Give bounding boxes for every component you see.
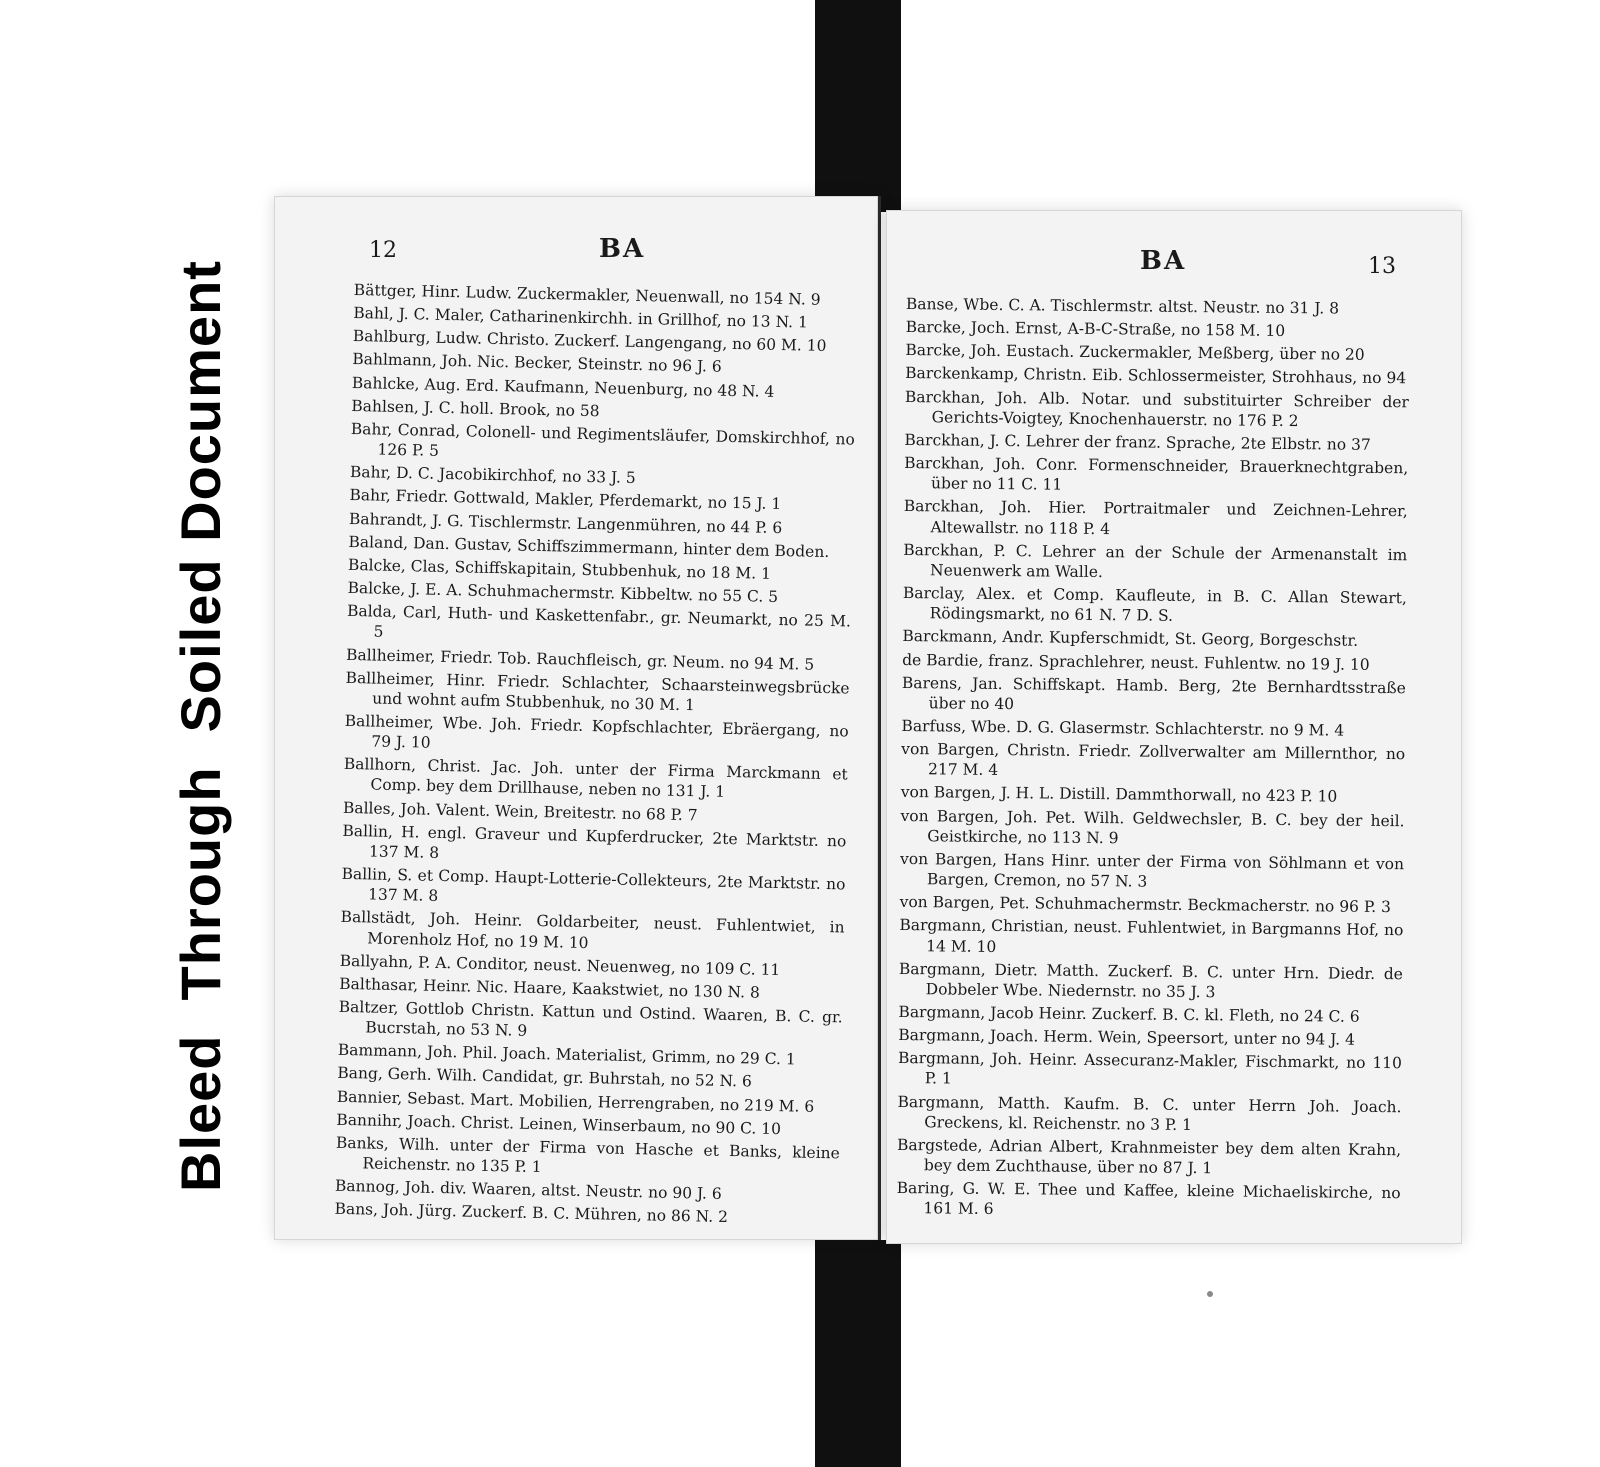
- directory-entry: Balles, Joh. Valent. Wein, Breitestr. no 68 P. 7: [342, 798, 698, 824]
- directory-entry: von Bargen, J. H. L. Distill. Dammthorwall, no 423 P. 10: [900, 783, 1338, 806]
- left-directory-list: [334, 280, 858, 1233]
- directory-entry: Ballstädt, Joh. Heinr. Goldarbeiter, neust. Fuhlentwiet, in Morenholz Hof, no 19 M. 10: [340, 908, 845, 952]
- left-page: [274, 196, 881, 1240]
- directory-entry: Baltzer, Gottlob Christn. Kattun und Ostind. Waaren, B. C. gr. Bucrstah, no 53 N. 9: [338, 997, 843, 1040]
- directory-entry: Barcke, Joh. Eustach. Zuckermakler, Meßberg, über no 20: [905, 341, 1365, 365]
- directory-entry: Ballin, S. et Comp. Haupt-Lotterie-Collekteurs, 2te Marktstr. no 137 M. 8: [341, 864, 846, 906]
- directory-entry: Bättger, Hinr. Ludw. Zuckermakler, Neuenwall, no 154 N. 9: [353, 280, 821, 309]
- directory-entry: Bahr, D. C. Jacobikirchhof, no 33 J. 5: [349, 463, 636, 488]
- directory-entry: Barckmann, Andr. Kupferschmidt, St. Georg, Borgeschstr.: [902, 627, 1359, 651]
- directory-entry: Ballheimer, Friedr. Tob. Rauchfleisch, gr. Neum. no 94 M. 5: [345, 645, 815, 674]
- directory-entry: Bahr, Friedr. Gottwald, Makler, Pferdemarkt, no 15 J. 1: [349, 486, 782, 514]
- binding-strip-top: [815, 0, 901, 212]
- directory-entry: Ballin, H. engl. Graveur und Kupferdrucker, 2te Marktstr. no 137 M. 8: [342, 821, 847, 862]
- condition-label: [168, 192, 233, 1192]
- directory-entry: Barckhan, Joh. Conr. Formenschneider, Brauerknechtgraben, über no 11 C. 11: [904, 454, 1409, 494]
- directory-entry: Barclay, Alex. et Comp. Kaufleute, in B. C. Allan Stewart, Rödingsmarkt, no 61 N. 7 D. S.: [902, 584, 1407, 626]
- directory-entry: Bannier, Sebast. Mart. Mobilien, Herrengraben, no 219 M. 6: [336, 1087, 815, 1116]
- condition-label-word-1: Bleed: [169, 1034, 232, 1192]
- directory-entry: Bargmann, Christian, neust. Fuhlentwiet, in Bargmanns Hof, no 14 M. 10: [899, 916, 1404, 956]
- directory-entry: Bargmann, Joh. Heinr. Assecuranz-Makler, Fischmarkt, no 110 P. 1: [897, 1049, 1403, 1088]
- right-page-heading: BA: [1140, 246, 1187, 276]
- right-directory-list: [896, 294, 1410, 1227]
- directory-entry: Barckhan, Joh. Alb. Notar. und substituirter Schreiber der Gerichts-Voigtey, Knochenhauerstr. no 176 P. 2: [904, 387, 1409, 430]
- directory-entry: von Bargen, Hans Hinr. unter der Firma von Söhlmann et von Bargen, Cremon, no 57 N. 3: [899, 849, 1405, 891]
- directory-entry: von Bargen, Christn. Friedr. Zollverwalter am Millernthor, no 217 M. 4: [901, 740, 1406, 780]
- directory-entry: Bannihr, Joach. Christ. Leinen, Winserbaum, no 90 C. 10: [336, 1110, 782, 1138]
- directory-entry: Barens, Jan. Schiffskapt. Hamb. Berg, 2te Bernhardtsstraße über no 40: [901, 673, 1406, 713]
- directory-entry: Baring, G. W. E. Thee und Kaffee, kleine Michaeliskirche, no 161 M. 6: [896, 1179, 1401, 1219]
- directory-entry: Balcke, Clas, Schiffskapitain, Stubbenhuk, no 18 M. 1: [347, 555, 772, 583]
- directory-entry: Ballyahn, P. A. Conditor, neust. Neuenweg, no 109 C. 11: [339, 951, 781, 979]
- directory-entry: Bahr, Conrad, Colonell- und Regimentsläufer, Domskirchhof, no 126 P. 5: [350, 419, 855, 460]
- condition-label-word-2: Through: [169, 766, 232, 1001]
- directory-entry: Bargmann, Jacob Heinr. Zuckerf. B. C. kl. Fleth, no 24 C. 6: [898, 1002, 1360, 1026]
- directory-entry: Banks, Wilh. unter der Firma von Hasche et Banks, kleine Reichenstr. no 135 P. 1: [335, 1133, 841, 1177]
- directory-entry: Bans, Joh. Jürg. Zuckerf. B. C. Mühren, no 86 N. 2: [334, 1200, 729, 1227]
- directory-entry: Barckenkamp, Christn. Eib. Schlossermeister, Strohhaus, no 94: [905, 364, 1407, 388]
- directory-entry: de Bardie, franz. Sprachlehrer, neust. Fuhlentw. no 19 J. 10: [902, 650, 1370, 674]
- ink-speck: [1207, 1291, 1213, 1297]
- directory-entry: Bahlburg, Ludw. Christo. Zuckerf. Langengang, no 60 M. 10: [352, 327, 827, 356]
- directory-entry: Bammann, Joh. Phil. Joach. Materialist, Grimm, no 29 C. 1: [337, 1041, 796, 1069]
- directory-entry: von Bargen, Joh. Pet. Wilh. Geldwechsler, B. C. bey der heil. Geistkirche, no 113 N. 9: [900, 806, 1405, 848]
- binding-strip-bottom: [815, 1240, 901, 1467]
- directory-entry: von Bargen, Pet. Schuhmachermstr. Beckmacherstr. no 96 P. 3: [899, 893, 1391, 917]
- directory-entry: Barcke, Joch. Ernst, A-B-C-Straße, no 158 M. 10: [905, 318, 1286, 341]
- directory-entry: Balthasar, Heinr. Nic. Haare, Kaakstwiet, no 130 N. 8: [339, 974, 760, 1002]
- right-page-number: 13: [1368, 254, 1396, 279]
- left-page-heading: BA: [599, 234, 646, 264]
- directory-entry: Bargstede, Adrian Albert, Krahnmeister bey dem alten Krahn, bey dem Zuchthause, über no 87 J. 1: [896, 1135, 1402, 1178]
- directory-entry: Banse, Wbe. C. A. Tischlermstr. altst. Neustr. no 31 J. 8: [905, 294, 1340, 318]
- directory-entry: Ballhorn, Christ. Jac. Joh. unter der Firma Marckmann et Comp. bey dem Drillhause, neben no 131 J. 1: [343, 755, 848, 802]
- left-page-number: 12: [369, 238, 397, 263]
- directory-entry: Bang, Gerh. Wilh. Candidat, gr. Buhrstah, no 52 N. 6: [337, 1064, 752, 1091]
- directory-entry: Balda, Carl, Huth- und Kaskettenfabr., gr. Neumarkt, no 25 M. 5: [346, 602, 852, 642]
- directory-entry: Ballheimer, Wbe. Joh. Friedr. Kopfschlachter, Ebräergang, no 79 J. 10: [344, 711, 849, 752]
- right-page: [886, 210, 1462, 1244]
- directory-entry: Barckhan, J. C. Lehrer der franz. Sprache, 2te Elbstr. no 37: [904, 430, 1371, 454]
- directory-entry: Bahlsen, J. C. holl. Brook, no 58: [351, 396, 600, 420]
- directory-entry: Barckhan, Joh. Hier. Portraitmaler und Zeichnen-Lehrer, Altewallstr. no 118 P. 4: [903, 497, 1408, 538]
- directory-entry: Bargmann, Joach. Herm. Wein, Speersort, unter no 94 J. 4: [898, 1026, 1356, 1049]
- directory-entry: Bahrandt, J. G. Tischlermstr. Langenmühren, no 44 P. 6: [348, 509, 783, 537]
- directory-entry: Bannog, Joh. div. Waaren, altst. Neustr. no 90 J. 6: [334, 1177, 722, 1204]
- directory-entry: Ballheimer, Hinr. Friedr. Schlachter, Schaarsteinwegsbrücke und wohnt aufm Stubbenhuk, no 30 M. 1: [345, 668, 850, 715]
- directory-entry: Bahlcke, Aug. Erd. Kaufmann, Neuenburg, no 48 N. 4: [351, 373, 775, 401]
- directory-entry: Bargmann, Matth. Kaufm. B. C. unter Herrn Joh. Joach. Greckens, kl. Reichenstr. no 3 P. 1: [897, 1092, 1402, 1134]
- directory-entry: Bargmann, Dietr. Matth. Zuckerf. B. C. unter Hrn. Diedr. de Dobbeler Wbe. Niedernstr. no 35 J. 3: [898, 959, 1404, 1002]
- directory-entry: Balcke, J. E. A. Schuhmachermstr. Kibbeltw. no 55 C. 5: [347, 578, 779, 606]
- directory-entry: Barfuss, Wbe. D. G. Glasermstr. Schlachterstr. no 9 M. 4: [901, 716, 1345, 740]
- directory-entry: Bahl, J. C. Maler, Catharinenkirchh. in Grillhof, no 13 N. 1: [353, 304, 809, 332]
- directory-entry: Baland, Dan. Gustav, Schiffszimmermann, hinter dem Boden.: [348, 532, 830, 561]
- condition-label-word-3: Soiled Document: [169, 260, 232, 733]
- directory-entry: Barckhan, P. C. Lehrer an der Schule der Armenanstalt im Neuenwerk am Walle.: [903, 540, 1408, 581]
- directory-entry: Bahlmann, Joh. Nic. Becker, Steinstr. no 96 J. 6: [352, 350, 722, 377]
